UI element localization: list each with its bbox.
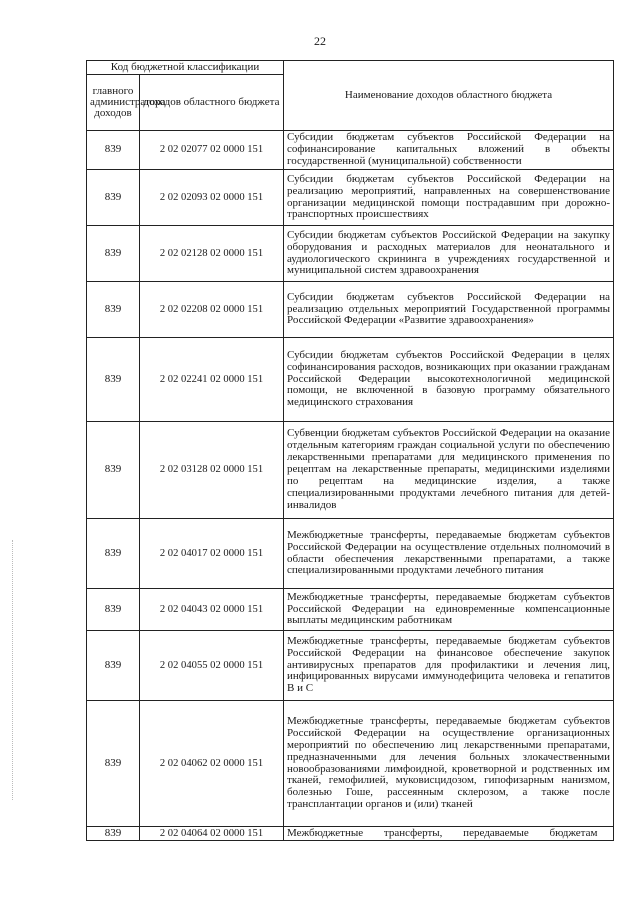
table-row xyxy=(87,701,614,827)
income-name: Субвенции бюджетам субъектов Российской Федерации на оказание отдельным категориям граждан социальной услуги по обеспечению лекарственными препаратами для медицинского применения по рецептам на лекарственные препараты, медицинскими изделиями по рецептам на медицинские изделия, а также специализированными продуктами лечебного питания для детей-инвалидов xyxy=(284,422,614,519)
budget-code: 2 02 02128 02 0000 151 xyxy=(140,226,284,282)
header-admin: главного администратора доходов xyxy=(87,75,140,131)
income-name: Субсидии бюджетам субъектов Российской Федерации в целях софинансирования расходов, возникающих при оказании гражданам Российской Федерации высокотехнологичной медицинской помощи, не включенной в базовую программу обязательного медицинского страхования xyxy=(284,338,614,422)
table-header xyxy=(87,61,614,131)
budget-code: 2 02 04043 02 0000 151 xyxy=(140,589,284,631)
table-row xyxy=(87,226,614,282)
income-name: Субсидии бюджетам субъектов Российской Федерации на реализацию мероприятий, направленных на совершенствование организации медицинской помощи пострадавшим при дорожно-транспортных происшествиях xyxy=(284,170,614,226)
income-name: Субсидии бюджетам субъектов Российской Федерации на реализацию отдельных мероприятий Государственной программы Российской Федерации «Развитие здравоохранения» xyxy=(284,282,614,338)
budget-code: 2 02 02093 02 0000 151 xyxy=(140,170,284,226)
table-row xyxy=(87,827,614,841)
table-row xyxy=(87,631,614,701)
budget-code: 2 02 04055 02 0000 151 xyxy=(140,631,284,701)
admin-code: 839 xyxy=(87,170,140,226)
table-row xyxy=(87,282,614,338)
table-row xyxy=(87,422,614,519)
income-name: Субсидии бюджетам субъектов Российской Федерации на софинансирование капитальных вложений в объекты государственной (муниципальной) собственности xyxy=(284,131,614,170)
admin-code: 839 xyxy=(87,422,140,519)
table-row xyxy=(87,589,614,631)
budget-classification-table xyxy=(86,60,614,841)
income-name: Межбюджетные трансферты, передаваемые бюджетам субъектов Российской Федерации на финансовое обеспечение закупок антивирусных препаратов для профилактики и лечения лиц, инфицированных вирусами иммунодефицита человека и гепатитов В и С xyxy=(284,631,614,701)
table-row xyxy=(87,131,614,170)
admin-code: 839 xyxy=(87,701,140,827)
budget-code: 2 02 02241 02 0000 151 xyxy=(140,338,284,422)
admin-code: 839 xyxy=(87,226,140,282)
page-number: 22 xyxy=(314,34,326,48)
budget-code: 2 02 02077 02 0000 151 xyxy=(140,131,284,170)
admin-code: 839 xyxy=(87,282,140,338)
scan-edge-mark xyxy=(12,540,14,800)
header-classification-code: Код бюджетной классификации xyxy=(87,61,284,75)
admin-code: 839 xyxy=(87,589,140,631)
header-name: Наименование доходов областного бюджета xyxy=(284,61,614,131)
budget-code: 2 02 04064 02 0000 151 xyxy=(140,827,284,841)
income-name: Межбюджетные трансферты, передаваемые бюджетам xyxy=(284,827,614,841)
income-name: Межбюджетные трансферты, передаваемые бюджетам субъектов Российской Федерации на осуществление организационных мероприятий по обеспечению лиц лекарственными препаратами, предназначенными для лечения больных злокачественными новообразованиями лимфоидной, кроветворной и родственных им тканей, гемофилией, муковисцидозом, гипофизарным нанизмом, болезнью Гоше, рассеянным склерозом, а также после трансплантации органов и (или) тканей xyxy=(284,701,614,827)
admin-code: 839 xyxy=(87,827,140,841)
budget-code: 2 02 03128 02 0000 151 xyxy=(140,422,284,519)
admin-code: 839 xyxy=(87,338,140,422)
table-row xyxy=(87,519,614,589)
table-body xyxy=(87,131,614,841)
income-name: Межбюджетные трансферты, передаваемые бюджетам субъектов Российской Федерации на единовременные компенсационные выплаты медицинским работникам xyxy=(284,589,614,631)
header-income-code: доходов областного бюджета xyxy=(140,75,284,131)
income-name: Межбюджетные трансферты, передаваемые бюджетам субъектов Российской Федерации на осуществление отдельных полномочий в области обеспечения лекарственными препаратами, а также специализированными продуктами лечебного питания xyxy=(284,519,614,589)
income-name: Субсидии бюджетам субъектов Российской Федерации на закупку оборудования и расходных материалов для неонатального и аудиологического скрининга в учреждениях государственной и муниципальной систем здравоохранения xyxy=(284,226,614,282)
admin-code: 839 xyxy=(87,131,140,170)
admin-code: 839 xyxy=(87,631,140,701)
budget-code: 2 02 04017 02 0000 151 xyxy=(140,519,284,589)
budget-code: 2 02 04062 02 0000 151 xyxy=(140,701,284,827)
budget-code: 2 02 02208 02 0000 151 xyxy=(140,282,284,338)
table-row xyxy=(87,338,614,422)
admin-code: 839 xyxy=(87,519,140,589)
table-row xyxy=(87,170,614,226)
